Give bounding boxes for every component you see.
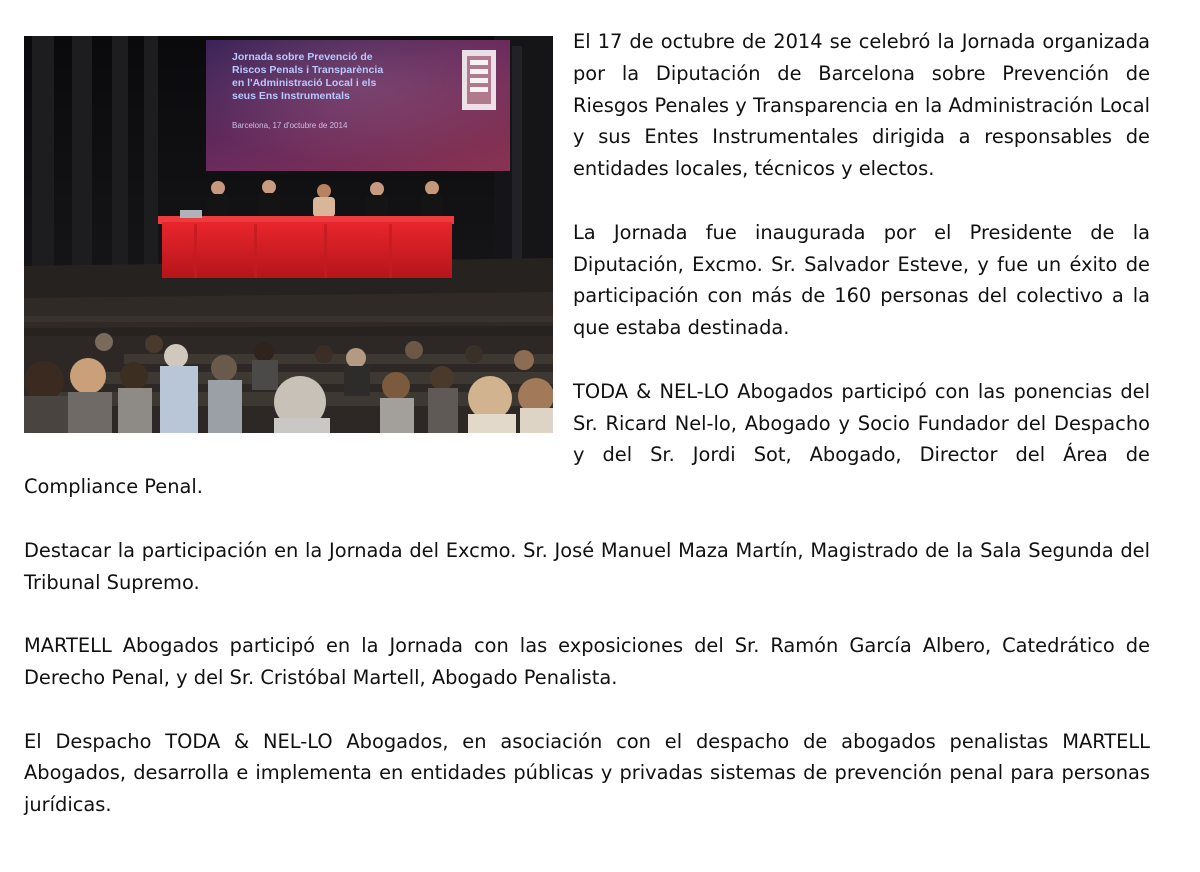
document-page (24, 26, 1150, 821)
slide-title-line: Riscos Penals i Transparència (232, 64, 384, 76)
paragraph: El 17 de octubre de 2014 se celebró la Jornada organizada por la Diputación de Barcelona sobre Prevención de Riesgos Penales y Transparencia en la Administración Local y sus Entes Instrumentales dirigida a responsables de entidades locales, técnicos y electos. (573, 30, 1150, 181)
paragraph: El Despacho TODA & NEL-LO Abogados, en asociación con el despacho de abogados penalistas MARTELL Abogados, desarrolla e implementa en entidades públicas y privadas sistemas de prevención penal para personas jurídicas. (24, 729, 1150, 817)
paragraph: TODA & NEL-LO Abogados participó con las ponencias del Sr. Ricard Nel-lo, Abogado y Socio Fundador del Despacho y del Sr. Jordi Sot, Abogado, Director del Área de Compliance Penal. (24, 379, 1150, 499)
slide-title-line: Jornada sobre Prevenció de (232, 51, 373, 63)
conference-photo (24, 36, 553, 433)
slide-title-line: seus Ens Instrumentals (232, 90, 350, 102)
slide-title-line: en l'Administració Local i els (232, 77, 377, 89)
paragraph: La Jornada fue inaugurada por el Presidente de la Diputación, Excmo. Sr. Salvador Esteve, y fue un éxito de participación con más de 160 personas del colectivo a la que estaba destinada. (573, 220, 1150, 340)
slide-date: Barcelona, 17 d'octubre de 2014 (232, 121, 348, 130)
diputacio-logo (462, 50, 496, 110)
paragraph: Destacar la participación en la Jornada del Excmo. Sr. José Manuel Maza Martín, Magistrado de la Sala Segunda del Tribunal Supremo. (24, 538, 1150, 594)
paragraph: MARTELL Abogados participó en la Jornada con las exposiciones del Sr. Ramón García Albero, Catedrático de Derecho Penal, y del Sr. Cristóbal Martell, Abogado Penalista. (24, 634, 1150, 689)
table-cloth (162, 222, 452, 278)
